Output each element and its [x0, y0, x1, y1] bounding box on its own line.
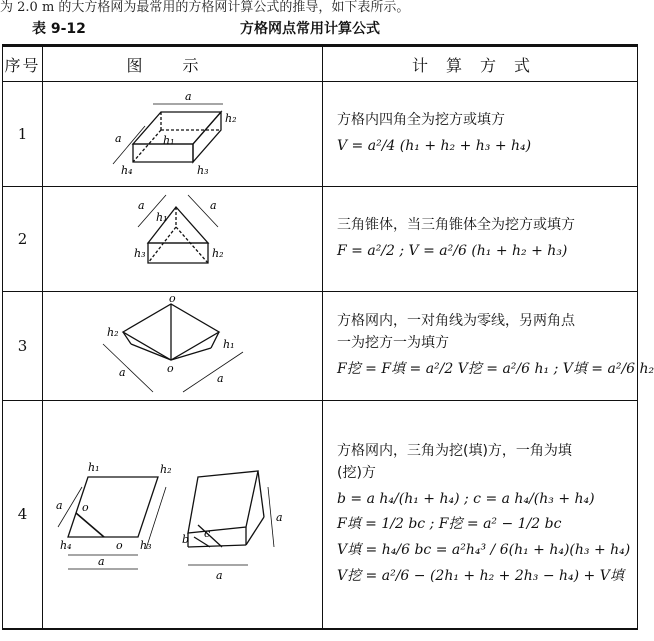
cube-diagram: [93, 82, 273, 182]
label-h1: h₁: [222, 338, 234, 351]
header-no: 序号: [3, 46, 43, 82]
label-h1-left: h₁: [87, 461, 99, 475]
label-h2: h₂: [224, 112, 236, 125]
label-a-right: a: [209, 199, 217, 212]
label-a-bottom: a: [97, 555, 105, 569]
label-o-top: o: [168, 292, 176, 305]
label-a-left: a: [114, 132, 122, 145]
label-h3-left: h₃: [139, 539, 151, 553]
label-h4-left: h₄: [59, 539, 71, 553]
table-title: 方格网点常用计算公式: [240, 21, 380, 37]
label-o-bottom: o: [115, 539, 123, 553]
header-figure: 图示: [43, 46, 323, 82]
formula: V填 = h₄/6 bc = a²h₄³ / 6(h₁ + h₄)(h₃ + h₄): [337, 541, 631, 558]
label-a-right: a: [216, 372, 224, 385]
label-a-left: a: [118, 366, 126, 379]
formula-table: [2, 44, 654, 630]
label-h4: h₄: [120, 164, 132, 177]
formula-cell: [323, 292, 654, 401]
formula-cell: [323, 187, 638, 292]
formula: F = a²/2 ; V = a²/6 (h₁ + h₂ + h₃): [337, 243, 568, 259]
pyramid-diagram: [108, 187, 258, 287]
diagonal-zero-diagram: [83, 292, 283, 396]
formula: b = a h₄/(h₁ + h₄) ; c = a h₄/(h₃ + h₄): [337, 490, 595, 507]
row-number: 2: [3, 187, 43, 292]
label-h3: h₃: [133, 247, 145, 260]
label-o-left: o: [81, 501, 89, 515]
three-one-corner-diagram: [48, 437, 318, 587]
label-h2: h₂: [106, 326, 118, 339]
table-row: [3, 401, 638, 629]
formula: F挖 = F填 = a²/2 V挖 = a²/6 h₁ ; V填 = a²/6 h₂: [337, 360, 654, 377]
label-o-bottom: o: [166, 362, 174, 375]
label-a-top: a: [184, 90, 192, 103]
label-h3: h₃: [196, 164, 208, 177]
figure-cell: [43, 187, 323, 292]
row-number: 1: [3, 82, 43, 187]
label-c: c: [203, 527, 210, 541]
figure-cell: [43, 401, 323, 629]
row-description: 三角锥体，当三角锥体全为挖方或填方: [337, 217, 575, 234]
row-description: 方格内四角全为挖方或填方: [337, 112, 505, 129]
table-caption: [0, 18, 640, 40]
figure-cell: [43, 292, 323, 401]
table-row: [3, 292, 638, 401]
table-number: 表 9-12: [32, 21, 86, 37]
label-a-left: a: [55, 499, 63, 513]
label-b: b: [181, 533, 189, 547]
top-cut-text: 为 2.0 m 的大方格网为最常用的方格网计算公式的推导，如下表所示。: [0, 0, 410, 15]
row-description: 方格网内，一对角线为零线，另两角点: [337, 313, 575, 330]
header-row: [3, 46, 638, 82]
formula: F填 = 1/2 bc ; F挖 = a² − 1/2 bc: [337, 516, 562, 533]
formula: V = a²/4 (h₁ + h₂ + h₃ + h₄): [337, 138, 532, 154]
table-row: [3, 187, 638, 292]
row-description: 一为挖方一为填方: [337, 335, 449, 352]
label-h2-left: h₂: [159, 463, 171, 477]
formula-cell: [323, 82, 638, 187]
row-description: (挖)方: [337, 464, 376, 481]
label-a-right-bottom: a: [215, 569, 223, 583]
table-row: [3, 82, 638, 187]
figure-cell: [43, 82, 323, 187]
formula-cell: [323, 401, 638, 629]
row-description: 方格网内，三角为挖(填)方，一角为填: [337, 443, 572, 460]
label-h1: h₁: [155, 211, 167, 224]
label-a-right: a: [275, 511, 283, 525]
label-h2: h₂: [211, 247, 223, 260]
formula: V挖 = a²/6 − (2h₁ + h₂ + 2h₃ − h₄) + V填: [337, 567, 624, 584]
row-number: 3: [3, 292, 43, 401]
label-h1: h₁: [162, 134, 174, 147]
header-formula: 计算方式: [323, 46, 638, 82]
row-number: 4: [3, 401, 43, 629]
label-a-left: a: [137, 199, 145, 212]
